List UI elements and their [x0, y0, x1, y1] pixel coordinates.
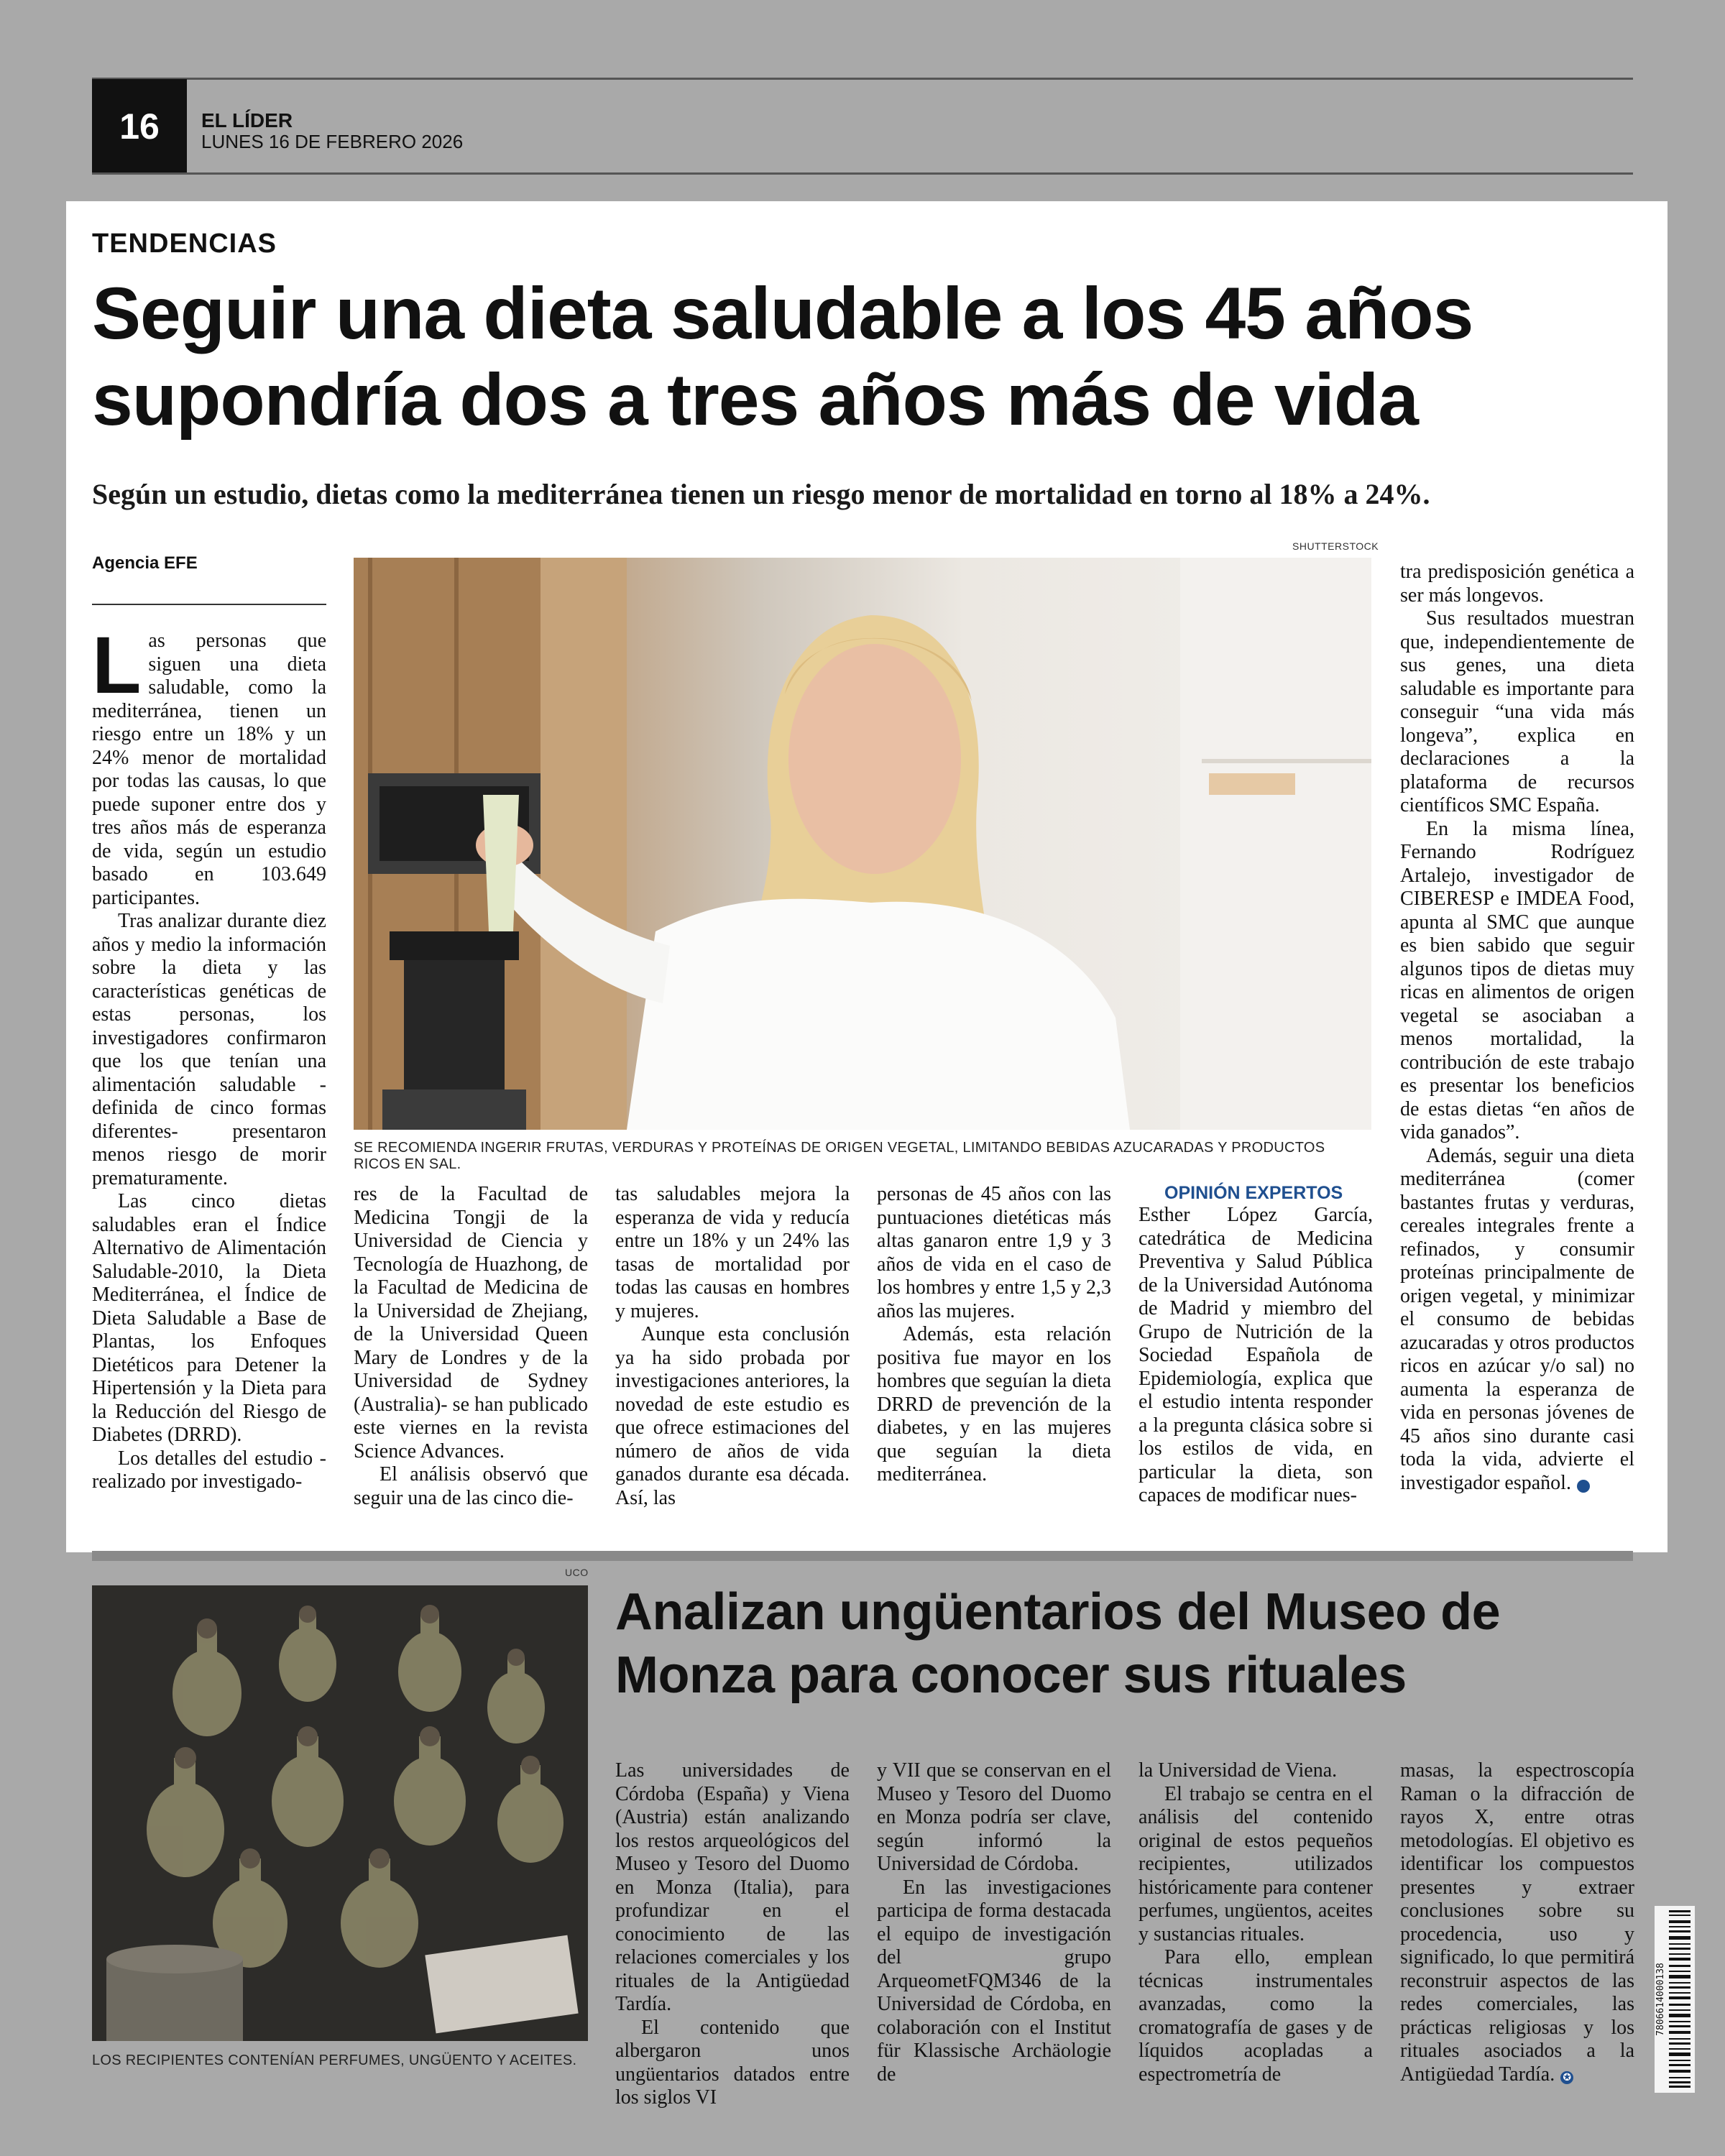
paragraph-text: Además, seguir una dieta mediterránea (comer bastantes frutas y verduras, cereales integrales frente a refinados, y consumir proteínas principalmente de origen vegetal, y minimizar el consumo de bebidas azucaradas y otros productos ricos en azúcar y/o sal) no aumenta la esperanza de vida en personas jóvenes de 45 años sino durante casi toda la vida, advierte el investigador español. [1400, 1144, 1634, 1494]
header-bottom-rule [92, 172, 1633, 175]
paragraph: Aunque esta conclusión ya ha sido probada por investigaciones anteriores, la novedad de este estudio es que ofrece estimaciones del número de años de vida ganados durante esa década. Así, las [615, 1323, 850, 1509]
article-divider [92, 1551, 1633, 1561]
paragraph: tra predisposición genética a ser más longevos. [1400, 561, 1634, 607]
subhead-expert-opinion: OPINIÓN EXPERTOS [1164, 1183, 1343, 1203]
paragraph [1400, 1145, 1634, 1496]
article2-column-1 [615, 1759, 850, 2110]
paragraph: personas de 45 años con las puntuaciones dietéticas más altas ganaron entre 1,9 y 3 años de vida en el caso de los hombres y entre 1,5 y 2,3 años las mujeres. [877, 1183, 1111, 1322]
kitchen-photo-illustration [354, 558, 1371, 1130]
paragraph: En las investigaciones participa de forma destacada el equipo de investigación del grupo ArqueometFQM346 de la Universidad de Córdoba, en colaboración con el Institut für Klassische Archäologie de [877, 1876, 1111, 2086]
article2-column-4 [1400, 1759, 1634, 2086]
paragraph-text: masas, la espectroscopía Raman o la difracción de rayos X, entre otras metodologías. El objetivo es identificar los compuestos presentes y extraer conclusiones sobre su procedencia, uso y significado, lo que permitirá reconstruir aspectos de las redes comerciales, las prácticas religiosas y los rituales asociados a la Antigüedad Tardía. [1400, 1759, 1634, 2086]
article-column-5 [1138, 1183, 1373, 1508]
article-column-4 [877, 1183, 1111, 1487]
photo-credit: SHUTTERSTOCK [1292, 540, 1379, 552]
paragraph: res de la Facultad de Medicina Tongji de la Universidad de Ciencia y Tecnología de Huazhong, de la Facultad de Medicina de la Universidad de Zhejiang, de la Universidad Queen Mary de Londres y de la Universidad de Sydney (Australia)- se han publicado este viernes en la revista Science Advances. [354, 1183, 588, 1462]
paragraph: y VII que se conservan en el Museo y Tesoro del Duomo en Monza podría ser clave, según informó la Universidad de Córdoba. [877, 1759, 1111, 1875]
paragraph: El contenido que albergaron unos ungüentarios datados entre los siglos VI [615, 2016, 850, 2109]
article2-column-3 [1138, 1759, 1373, 2086]
article-column-6 [1400, 561, 1634, 1495]
article-photo-kitchen [354, 558, 1371, 1130]
paragraph: la Universidad de Viena. [1138, 1759, 1338, 1782]
article-column-1 [92, 620, 326, 1494]
paragraph: tas saludables mejora la esperanza de vida y reducía entre un 18% y un 24% las tasas de mortalidad por todas las causas en hombres y mujeres. [615, 1183, 850, 1322]
byline-rule [92, 604, 326, 605]
newspaper-name: EL LÍDER [201, 109, 293, 132]
photo-caption: SE RECOMIENDA INGERIR FRUTAS, VERDURAS Y PROTEÍNAS DE ORIGEN VEGETAL, LIMITANDO BEBIDAS AZUCARADAS Y PRODUCTOS RICOS EN SAL. [354, 1140, 1325, 1172]
article-photo-unguentaria [92, 1585, 588, 2041]
photo-caption-2: LOS RECIPIENTES CONTENÍAN PERFUMES, UNGÜENTO Y ACEITES. [92, 2053, 577, 2068]
article-column-2 [354, 1183, 588, 1510]
paragraph: Además, esta relación positiva fue mayor en los hombres que seguían la dieta DRRD de prevención de la diabetes, y en las mujeres que seguían la dieta mediterránea. [877, 1323, 1111, 1485]
article2-column-2 [877, 1759, 1111, 2086]
paragraph: as personas que siguen una dieta saludable, como la mediterránea, tienen un riesgo entre un 18% y un 24% menor de mortalidad por todas las causas, lo que puede suponer entre dos y tres años más de esperanza de vida, según un estudio basado en 103.649 participantes. [92, 630, 326, 909]
paragraph: Los detalles del estudio -realizado por investigado- [92, 1447, 326, 1493]
barcode-number: 7806614000138 [1655, 1963, 1666, 2036]
deck-subtitle: Según un estudio, dietas como la mediterránea tienen un riesgo menor de mortalidad en torno al 18% a 24%. [92, 478, 1430, 510]
paragraph: El análisis observó que seguir una de las cinco die- [354, 1463, 588, 1509]
paragraph: Las universidades de Córdoba (España) y Viena (Austria) están analizando los restos arqueológicos del Museo y Tesoro del Duomo en Monza (Italia), para profundizar en el conocimiento de las relaciones comerciales y los rituales de la Antigüedad Tardía. [615, 1759, 850, 2015]
photo-credit-2: UCO [565, 1567, 589, 1578]
section-label: TENDENCIAS [92, 229, 277, 259]
headline: Seguir una dieta saludable a los 45 años supondría dos a tres años más de vida [92, 272, 1473, 441]
headline-2: Analizan ungüentarios del Museo de Monza para conocer sus rituales [615, 1583, 1501, 1704]
byline: Agencia EFE [92, 553, 198, 573]
glass-vessels-illustration [92, 1585, 588, 2041]
end-of-article-icon: ✪ [1560, 2071, 1573, 2084]
end-of-article-icon: ✪ [1577, 1480, 1590, 1493]
top-rule [92, 78, 1633, 80]
drop-cap: L [92, 620, 142, 710]
article-column-3 [615, 1183, 850, 1510]
paragraph: Las cinco dietas saludables eran el Índice Alternativo de Alimentación Saludable-2010, la Dieta Mediterránea, el Índice de Dieta Saludable a Base de Plantas, los Enfoques Dietéticos para Detener la Hipertensión y la Dieta para la Reducción del Riesgo de Diabetes (DRRD). [92, 1190, 326, 1446]
issue-date: LUNES 16 DE FEBRERO 2026 [201, 131, 464, 152]
paragraph: El trabajo se centra en el análisis del contenido original de estos pequeños recipientes, utilizados históricamente para contener perfumes, ungüentos, aceites y sustancias rituales. [1138, 1782, 1373, 1945]
page-number: 16 [92, 79, 187, 174]
paragraph: Esther López García, catedrática de Medicina Preventiva y Salud Pública de la Universidad Autónoma de Madrid y miembro del Grupo de Nutrición de la Sociedad Española de Epidemiología, explica que el estudio intenta responder a la pregunta clásica sobre si los estilos de vida, en particular la dieta, son capaces de modificar nues- [1138, 1204, 1373, 1506]
barcode [1655, 1906, 1695, 2093]
paragraph: Para ello, emplean técnicas instrumentales avanzadas, como la cromatografía de gases y de líquidos acopladas a espectrometría de [1138, 1946, 1373, 2086]
paragraph: En la misma línea, Fernando Rodríguez Artalejo, investigador de CIBERESP e IMDEA Food, apunta al SMC que aunque es bien sabido que seguir algunos tipos de dietas muy ricas en alimentos de origen vegetal se asociaban a menos mortalidad, la contribución de este trabajo es presentar los beneficios de estas dietas “en años de vida ganados”. [1400, 817, 1634, 1143]
paragraph: Sus resultados muestran que, independientemente de sus genes, una dieta saludable es importante para conseguir “una vida más longeva”, explica en declaraciones a la plataforma de recursos científicos SMC España. [1400, 607, 1634, 816]
barcode-icon [1655, 1906, 1695, 2093]
paragraph: Tras analizar durante diez años y medio la información sobre la dieta y las características genéticas de estas personas, los investigadores confirmaron que los que tenían una alimentación saludable -definida de cinco formas diferentes- presentaron menos riesgo de morir prematuramente. [92, 910, 326, 1189]
